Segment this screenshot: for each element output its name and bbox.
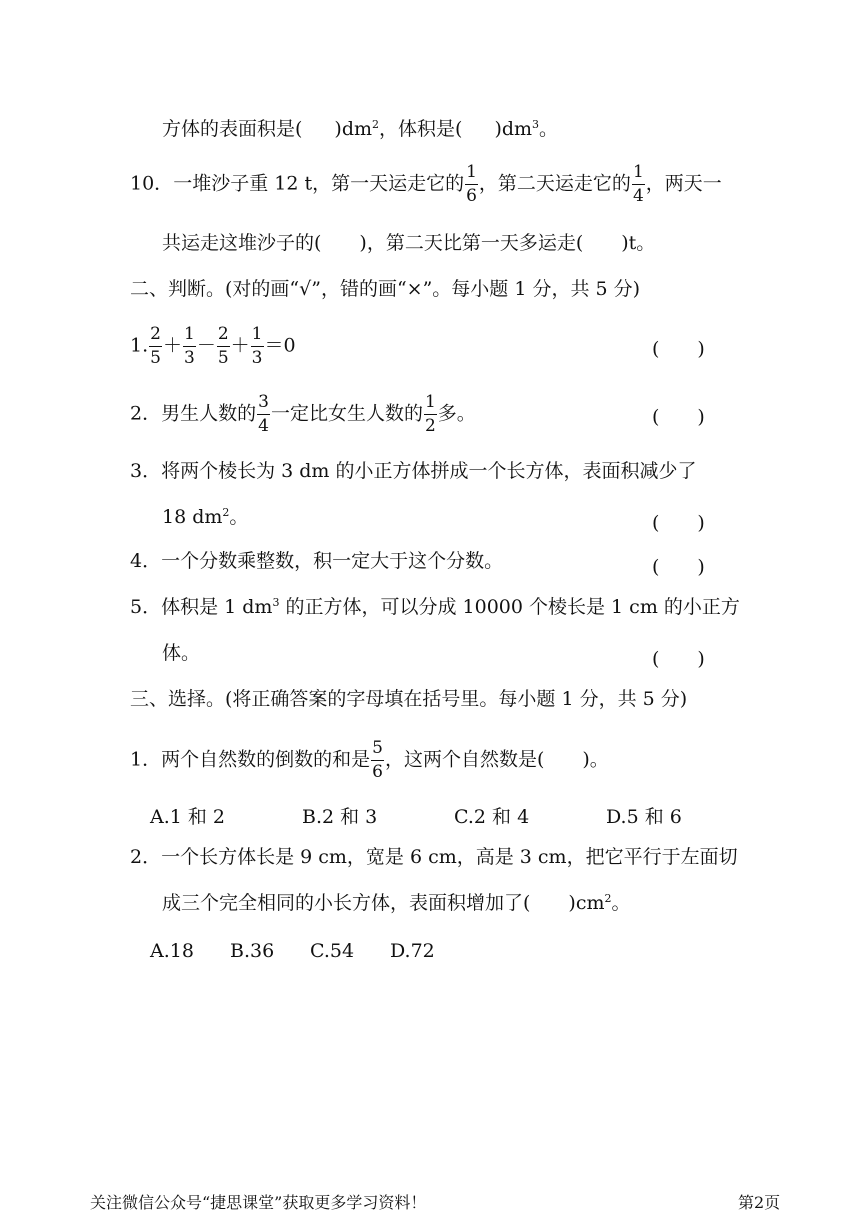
choice-1-option-a[interactable]: A.1 和 2: [150, 806, 226, 828]
fraction: $\frac{5}{6}$: [372, 738, 383, 782]
choice-1: 1．两个自然数的倒数的和是 $\frac{5}{6}$ ，这两个自然数是( )。: [130, 738, 609, 782]
judge-4: 4．一个分数乘整数，积一定大于这个分数。: [130, 550, 504, 572]
choice-1-option-b[interactable]: B.2 和 3: [302, 806, 378, 828]
judge-5-line2: 体。: [162, 642, 201, 664]
fraction: $\frac{1}{2}$: [424, 392, 436, 436]
judge-2: 2．男生人数的 $\frac{3}{4}$ 一定比女生人数的 $\frac{1}{2}$ 多。: [130, 392, 476, 436]
judge-5: 5．体积是 1 $dm^3$ 的正方体，可以分成 10000 个棱长是 1 cm 的小正方: [130, 596, 740, 618]
choice-2-line2: 成三个完全相同的小长方体，表面积增加了( )$cm^2$。: [162, 892, 631, 914]
choice-2-option-c[interactable]: C.54: [310, 940, 355, 962]
choice-2-option-a[interactable]: A.18: [150, 940, 194, 962]
fraction: $\frac{1}{3}$: [183, 324, 195, 368]
fraction: $\frac{3}{4}$: [258, 392, 269, 436]
answer-bracket[interactable]: ( ): [652, 512, 705, 534]
section-3-title: 三、选择。(将正确答案的字母填在括号里。每小题 1 分，共 5 分): [130, 688, 688, 710]
choice-1-option-c[interactable]: C.2 和 4: [454, 806, 530, 828]
q9-tail: 方体的表面积是( )$dm^2$，体积是( )$dm^3$。: [162, 118, 559, 140]
judge-3: 3．将两个棱长为 3 dm 的小正方体拼成一个长方体，表面积减少了: [130, 460, 697, 482]
fraction: $\frac{1}{4}$: [632, 162, 644, 206]
answer-bracket[interactable]: ( ): [652, 406, 705, 428]
fraction: $\frac{2}{5}$: [150, 324, 161, 368]
footer-note: 关注微信公众号“捷思课堂”获取更多学习资料！: [90, 1193, 427, 1212]
answer-bracket[interactable]: ( ): [652, 338, 705, 360]
fraction: $\frac{1}{6}$: [466, 162, 477, 206]
judge-3-line2: 18 $dm^2$。: [162, 506, 249, 528]
answer-bracket[interactable]: ( ): [652, 556, 705, 578]
fraction: $\frac{1}{3}$: [251, 324, 263, 368]
choice-2-option-b[interactable]: B.36: [230, 940, 275, 962]
answer-bracket[interactable]: ( ): [652, 648, 705, 670]
question-10: 10．一堆沙子重 12 t，第一天运走它的 $\frac{1}{6}$ ，第二天运走它的 $\frac{1}{4}$ ，两天一: [130, 162, 722, 206]
page-number: 第2页: [738, 1193, 781, 1212]
choice-1-option-d[interactable]: D.5 和 6: [606, 806, 682, 828]
choice-2: 2．一个长方体长是 9 cm，宽是 6 cm，高是 3 cm，把它平行于左面切: [130, 846, 738, 868]
section-2-title: 二、判断。(对的画“√”，错的画“×”。每小题 1 分，共 5 分): [130, 278, 641, 300]
judge-1: 1. $\frac{2}{5}$ ＋ $\frac{1}{3}$ － $\frac{2}{5}$ ＋ $\frac{1}{3}$ ＝0: [130, 324, 296, 368]
choice-2-option-d[interactable]: D.72: [390, 940, 435, 962]
fraction: $\frac{2}{5}$: [217, 324, 229, 368]
question-10-line2: 共运走这堆沙子的( )，第二天比第一天多运走( )t。: [162, 232, 656, 254]
